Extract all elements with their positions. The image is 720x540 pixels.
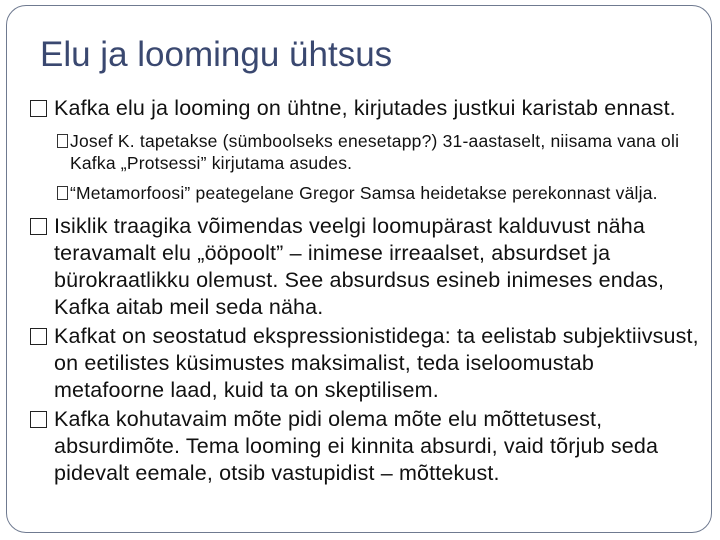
bullet-item (30, 213, 710, 321)
slide-body (30, 95, 710, 487)
bullet-text: Kafka elu ja looming on ühtne, kirjutades justkui karistab ennast. (54, 96, 676, 120)
square-bullet-icon (57, 134, 68, 148)
bullet-text: Kafka kohutavaim mõte pidi olema mõte elu mõttetusest, absurdimõte. Tema looming ei kinnita absurdi, vaid tõrjub seda pidevalt eemale, otsib vastupidist – mõttekust. (54, 407, 659, 485)
bullet-item (30, 323, 710, 404)
sub-bullet-item (30, 182, 710, 204)
slide-title: Elu ja loomingu ühtsus (40, 35, 393, 74)
bullet-text: Isiklik traagika võimendas veelgi loomupärast kalduvust näha teravamalt elu „ööpoolt” – inimese irreaalset, absurdset ja bürokraatlikku olemust. See absurdsus esineb inimeses endas, Kafka aitab meil seda näha. (54, 214, 665, 319)
sub-bullet-item (30, 130, 710, 174)
bullet-item (30, 406, 710, 487)
square-bullet-icon (30, 328, 47, 345)
square-bullet-icon (30, 100, 47, 117)
square-bullet-icon (30, 411, 47, 428)
bullet-item (30, 95, 710, 122)
square-bullet-icon (57, 186, 68, 200)
sub-bullet-text: Josef K. tapetakse (sümboolseks enesetapp?) 31-aastaselt, niisama vana oli Kafka „Protsessi” kirjutama asudes. (70, 131, 680, 173)
sub-bullet-text: “Metamorfoosi” peategelane Gregor Samsa heidetakse perekonnast välja. (70, 183, 658, 203)
square-bullet-icon (30, 218, 47, 235)
bullet-text: Kafkat on seostatud ekspressionistidega: ta eelistab subjektiivsust, on eetilistes küsimustes maksimalist, teda iseloomustab metafoorne laad, kuid ta on skeptilisem. (54, 324, 699, 402)
